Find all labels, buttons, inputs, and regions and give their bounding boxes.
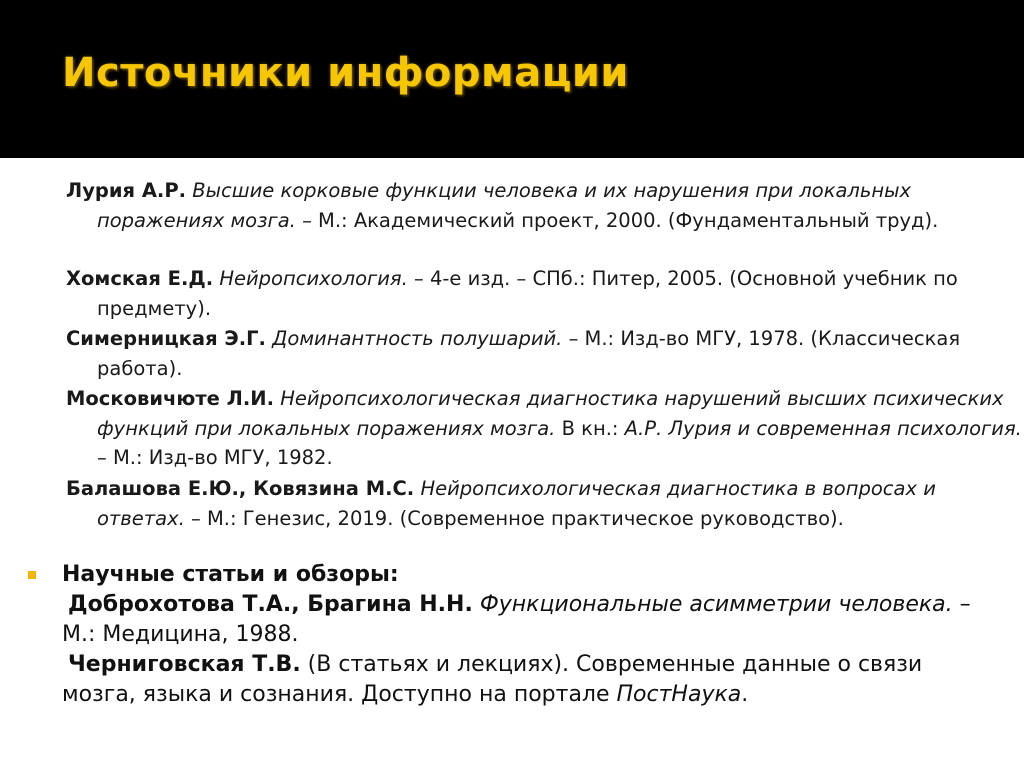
bullet-square-icon <box>28 571 36 579</box>
article-portal: ПостНаука <box>616 682 742 707</box>
reference-author: Московичюте Л.И. <box>66 387 274 410</box>
reference-author: Балашова Е.Ю., Ковязина М.С. <box>66 477 415 500</box>
article-author: Черниговская Т.В. <box>68 652 301 677</box>
reference-title: Нейропсихология. <box>219 267 408 290</box>
reference-details: – 4-е изд. – СПб.: Питер, 2005. (Основной учебник по предмету). <box>97 267 958 320</box>
title-bar <box>0 0 1024 158</box>
reference-author: Хомская Е.Д. <box>66 267 214 290</box>
reference-title: Доминантность полушарий. <box>272 327 563 350</box>
reference-item <box>66 264 1022 323</box>
article-details: – М.: Медицина, 1988. <box>62 592 971 647</box>
reference-details: – М.: Академический проект, 2000. (Фундаментальный труд). <box>295 208 939 232</box>
reference-details: – М.: Изд-во МГУ, 1978. (Классическая работа). <box>97 327 961 380</box>
reference-details: – М.: Генезис, 2019. (Современное практическое руководство). <box>184 506 844 530</box>
reference-connector: В кн.: <box>555 416 625 440</box>
reference-title: Нейропсихологическая диагностика в вопросах и ответах. <box>97 477 936 530</box>
reference-author: Лурия А.Р. <box>66 179 187 202</box>
reference-details: – М.: Изд-во МГУ, 1982. <box>97 446 333 469</box>
reference-book-title: А.Р. Лурия и современная психология. <box>624 416 1022 440</box>
article-author: Доброхотова Т.А., Брагина Н.Н. <box>68 592 473 617</box>
reference-item <box>66 324 1022 383</box>
article-entry <box>62 650 982 710</box>
reference-item <box>66 474 1022 533</box>
reference-title: Высшие корковые функции человека и их нарушения при локальных поражениях мозга. <box>97 179 912 232</box>
reference-title: Нейропсихологическая диагностика нарушений высших психических функций при локальных поражениях мозга. <box>97 387 1004 440</box>
article-end: . <box>741 682 749 707</box>
article-details: (В статьях и лекциях). Современные данные о связи мозга, языка и сознания. Доступно на портале <box>62 652 923 707</box>
section-heading: Научные статьи и обзоры: <box>62 562 399 587</box>
reference-author: Симерницкая Э.Г. <box>66 327 266 350</box>
article-entry <box>62 590 982 650</box>
slide-title: Источники информации <box>62 50 629 96</box>
article-title: Функциональные асимметрии человека. <box>479 592 953 617</box>
reference-item <box>66 384 1022 473</box>
reference-item <box>66 176 1022 235</box>
slide-content <box>0 158 1024 767</box>
